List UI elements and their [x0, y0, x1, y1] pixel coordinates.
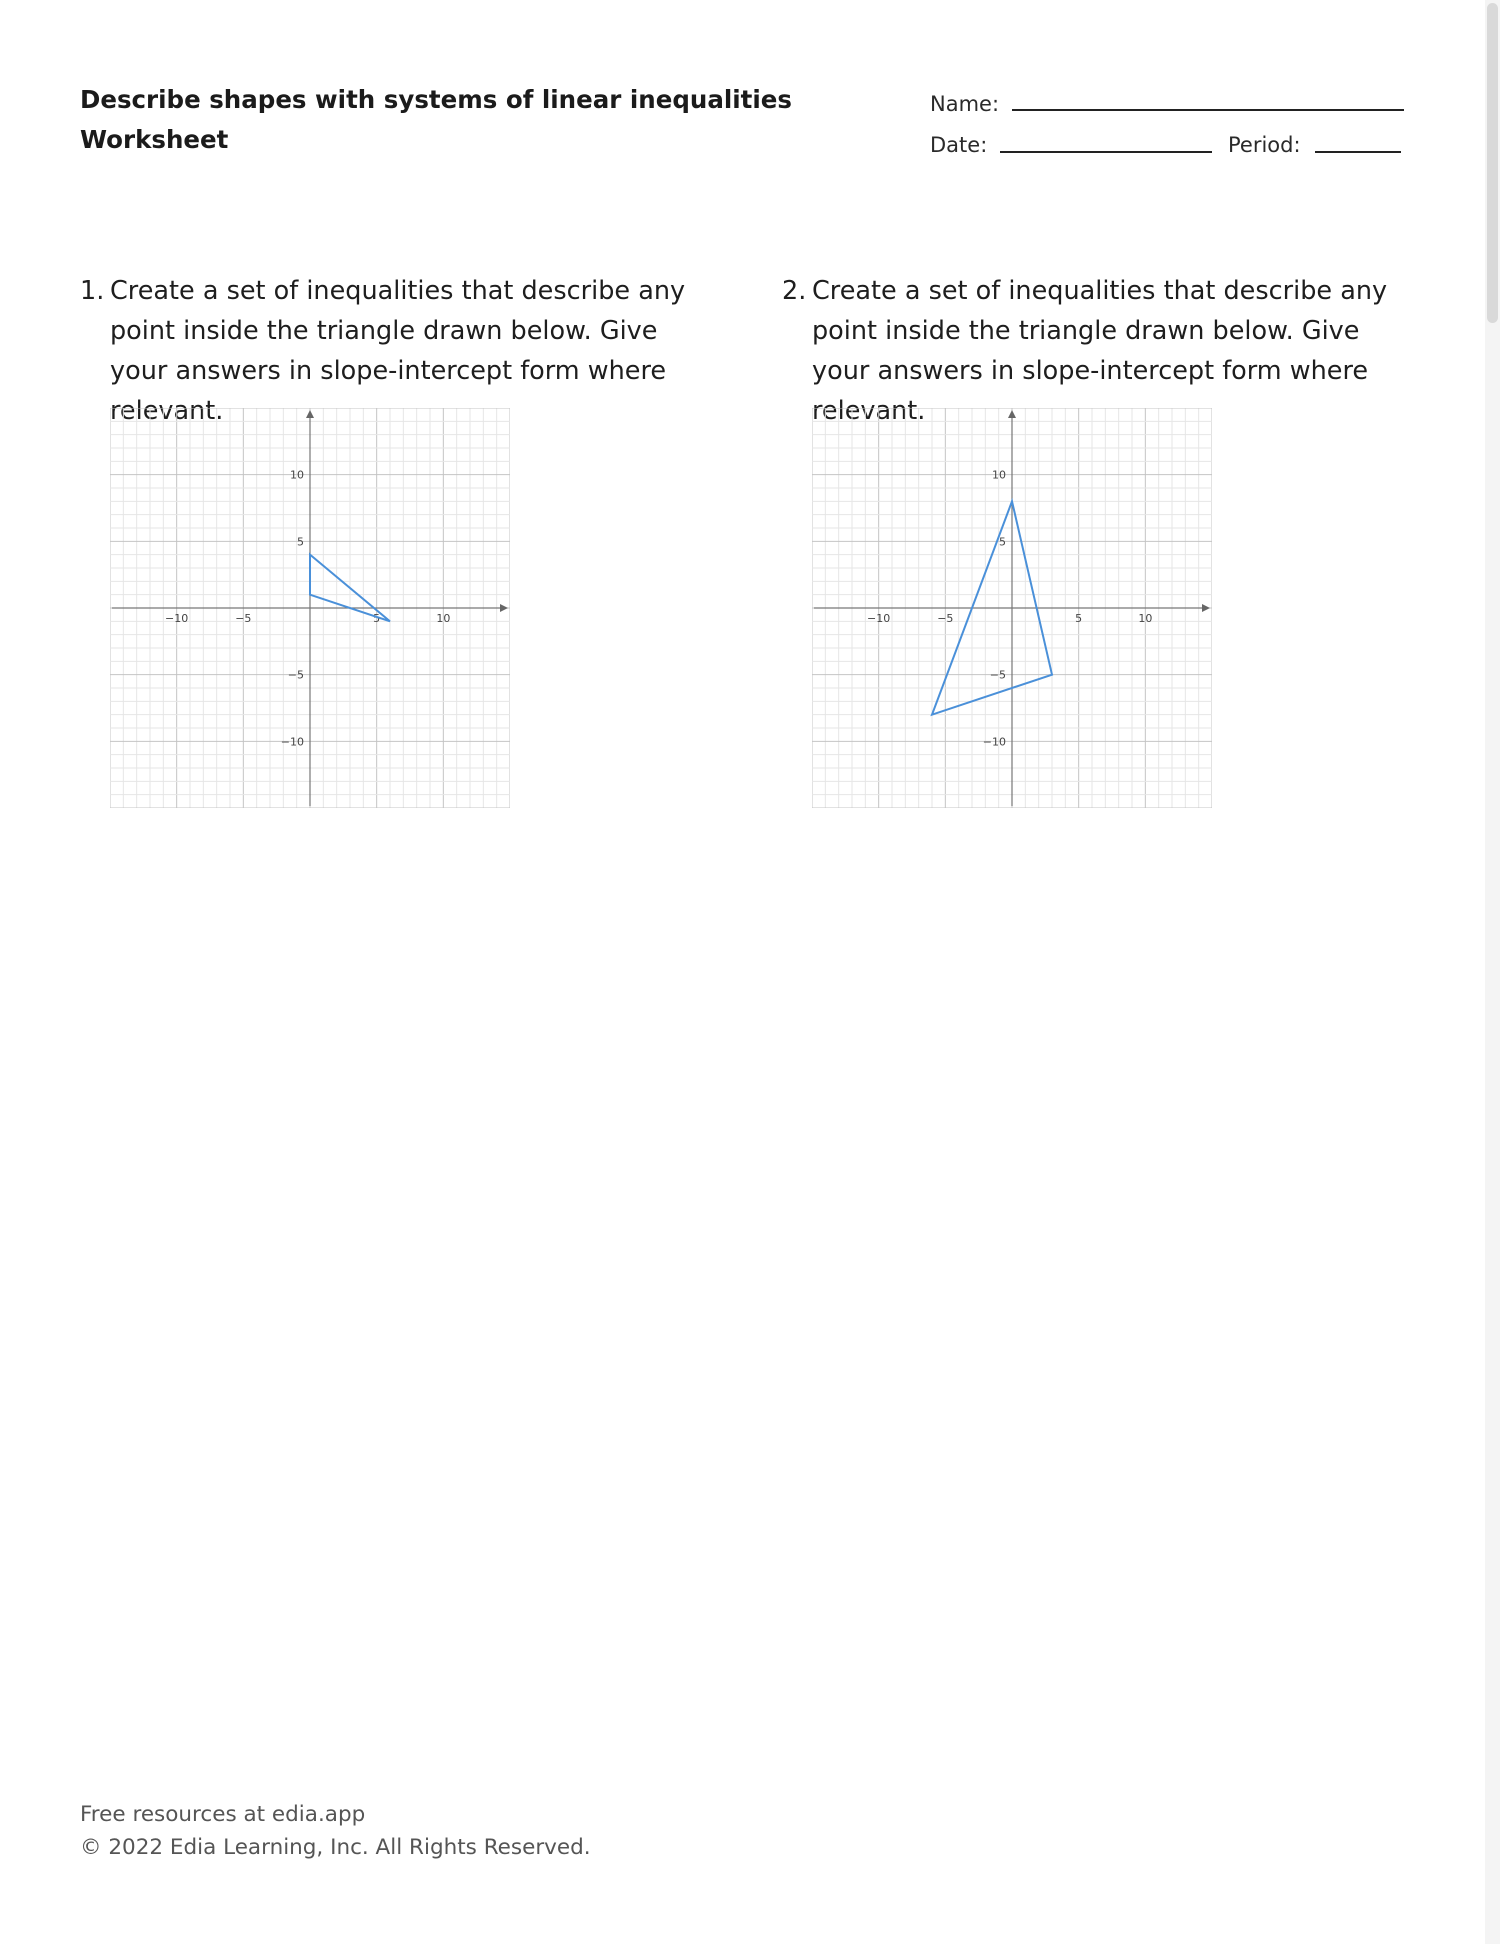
x-tick-label: −5 [235, 612, 252, 625]
title-line-2: Worksheet [80, 125, 229, 154]
footer-resources: Free resources at edia.app [80, 1802, 366, 1827]
coordinate-graph-2 [812, 408, 1212, 808]
title-line-1: Describe shapes with systems of linear inequalities [80, 85, 792, 114]
y-tick-label: −10 [280, 735, 304, 749]
x-axis-arrow [500, 604, 508, 612]
y-tick-label: −10 [982, 735, 1006, 749]
footer-copyright: © 2022 Edia Learning, Inc. All Rights Reserved. [80, 1835, 591, 1860]
name-label: Name: [930, 92, 1000, 116]
worksheet-title [80, 80, 792, 160]
scrollbar-thumb[interactable] [1487, 3, 1498, 323]
question-text: Create a set of inequalities that describe any point inside the triangle drawn below. Give your answers in slope-intercept form where relevant. [110, 276, 686, 426]
x-tick-label: −10 [867, 612, 891, 625]
footer [80, 1798, 591, 1864]
y-tick-label: 5 [999, 535, 1006, 549]
y-tick-label: 5 [297, 535, 304, 549]
period-line[interactable] [1315, 151, 1401, 153]
scrollbar-track[interactable] [1485, 0, 1500, 1944]
question-number: 2. [782, 276, 807, 306]
x-tick-label: 10 [1138, 612, 1153, 625]
date-label: Date: [930, 133, 988, 157]
question-2 [782, 271, 1402, 431]
question-number: 1. [80, 276, 105, 306]
y-tick-label: 10 [290, 468, 304, 482]
y-tick-label: 10 [992, 468, 1006, 482]
x-tick-label: −10 [165, 612, 189, 625]
x-tick-label: 5 [1075, 612, 1083, 625]
date-line[interactable] [1000, 151, 1212, 153]
y-tick-label: −5 [287, 668, 304, 682]
name-line[interactable] [1012, 109, 1404, 111]
period-label: Period: [1228, 133, 1301, 157]
y-axis-arrow [1008, 410, 1016, 418]
x-tick-label: 10 [436, 612, 451, 625]
x-tick-label: 5 [373, 612, 381, 625]
question-1 [80, 271, 700, 431]
coordinate-graph-1 [110, 408, 510, 808]
y-axis-arrow [306, 410, 314, 418]
y-tick-label: −5 [989, 668, 1006, 682]
x-axis-arrow [1202, 604, 1210, 612]
x-tick-label: −5 [937, 612, 954, 625]
question-text: Create a set of inequalities that describe any point inside the triangle drawn below. Give your answers in slope-intercept form where relevant. [812, 276, 1388, 426]
